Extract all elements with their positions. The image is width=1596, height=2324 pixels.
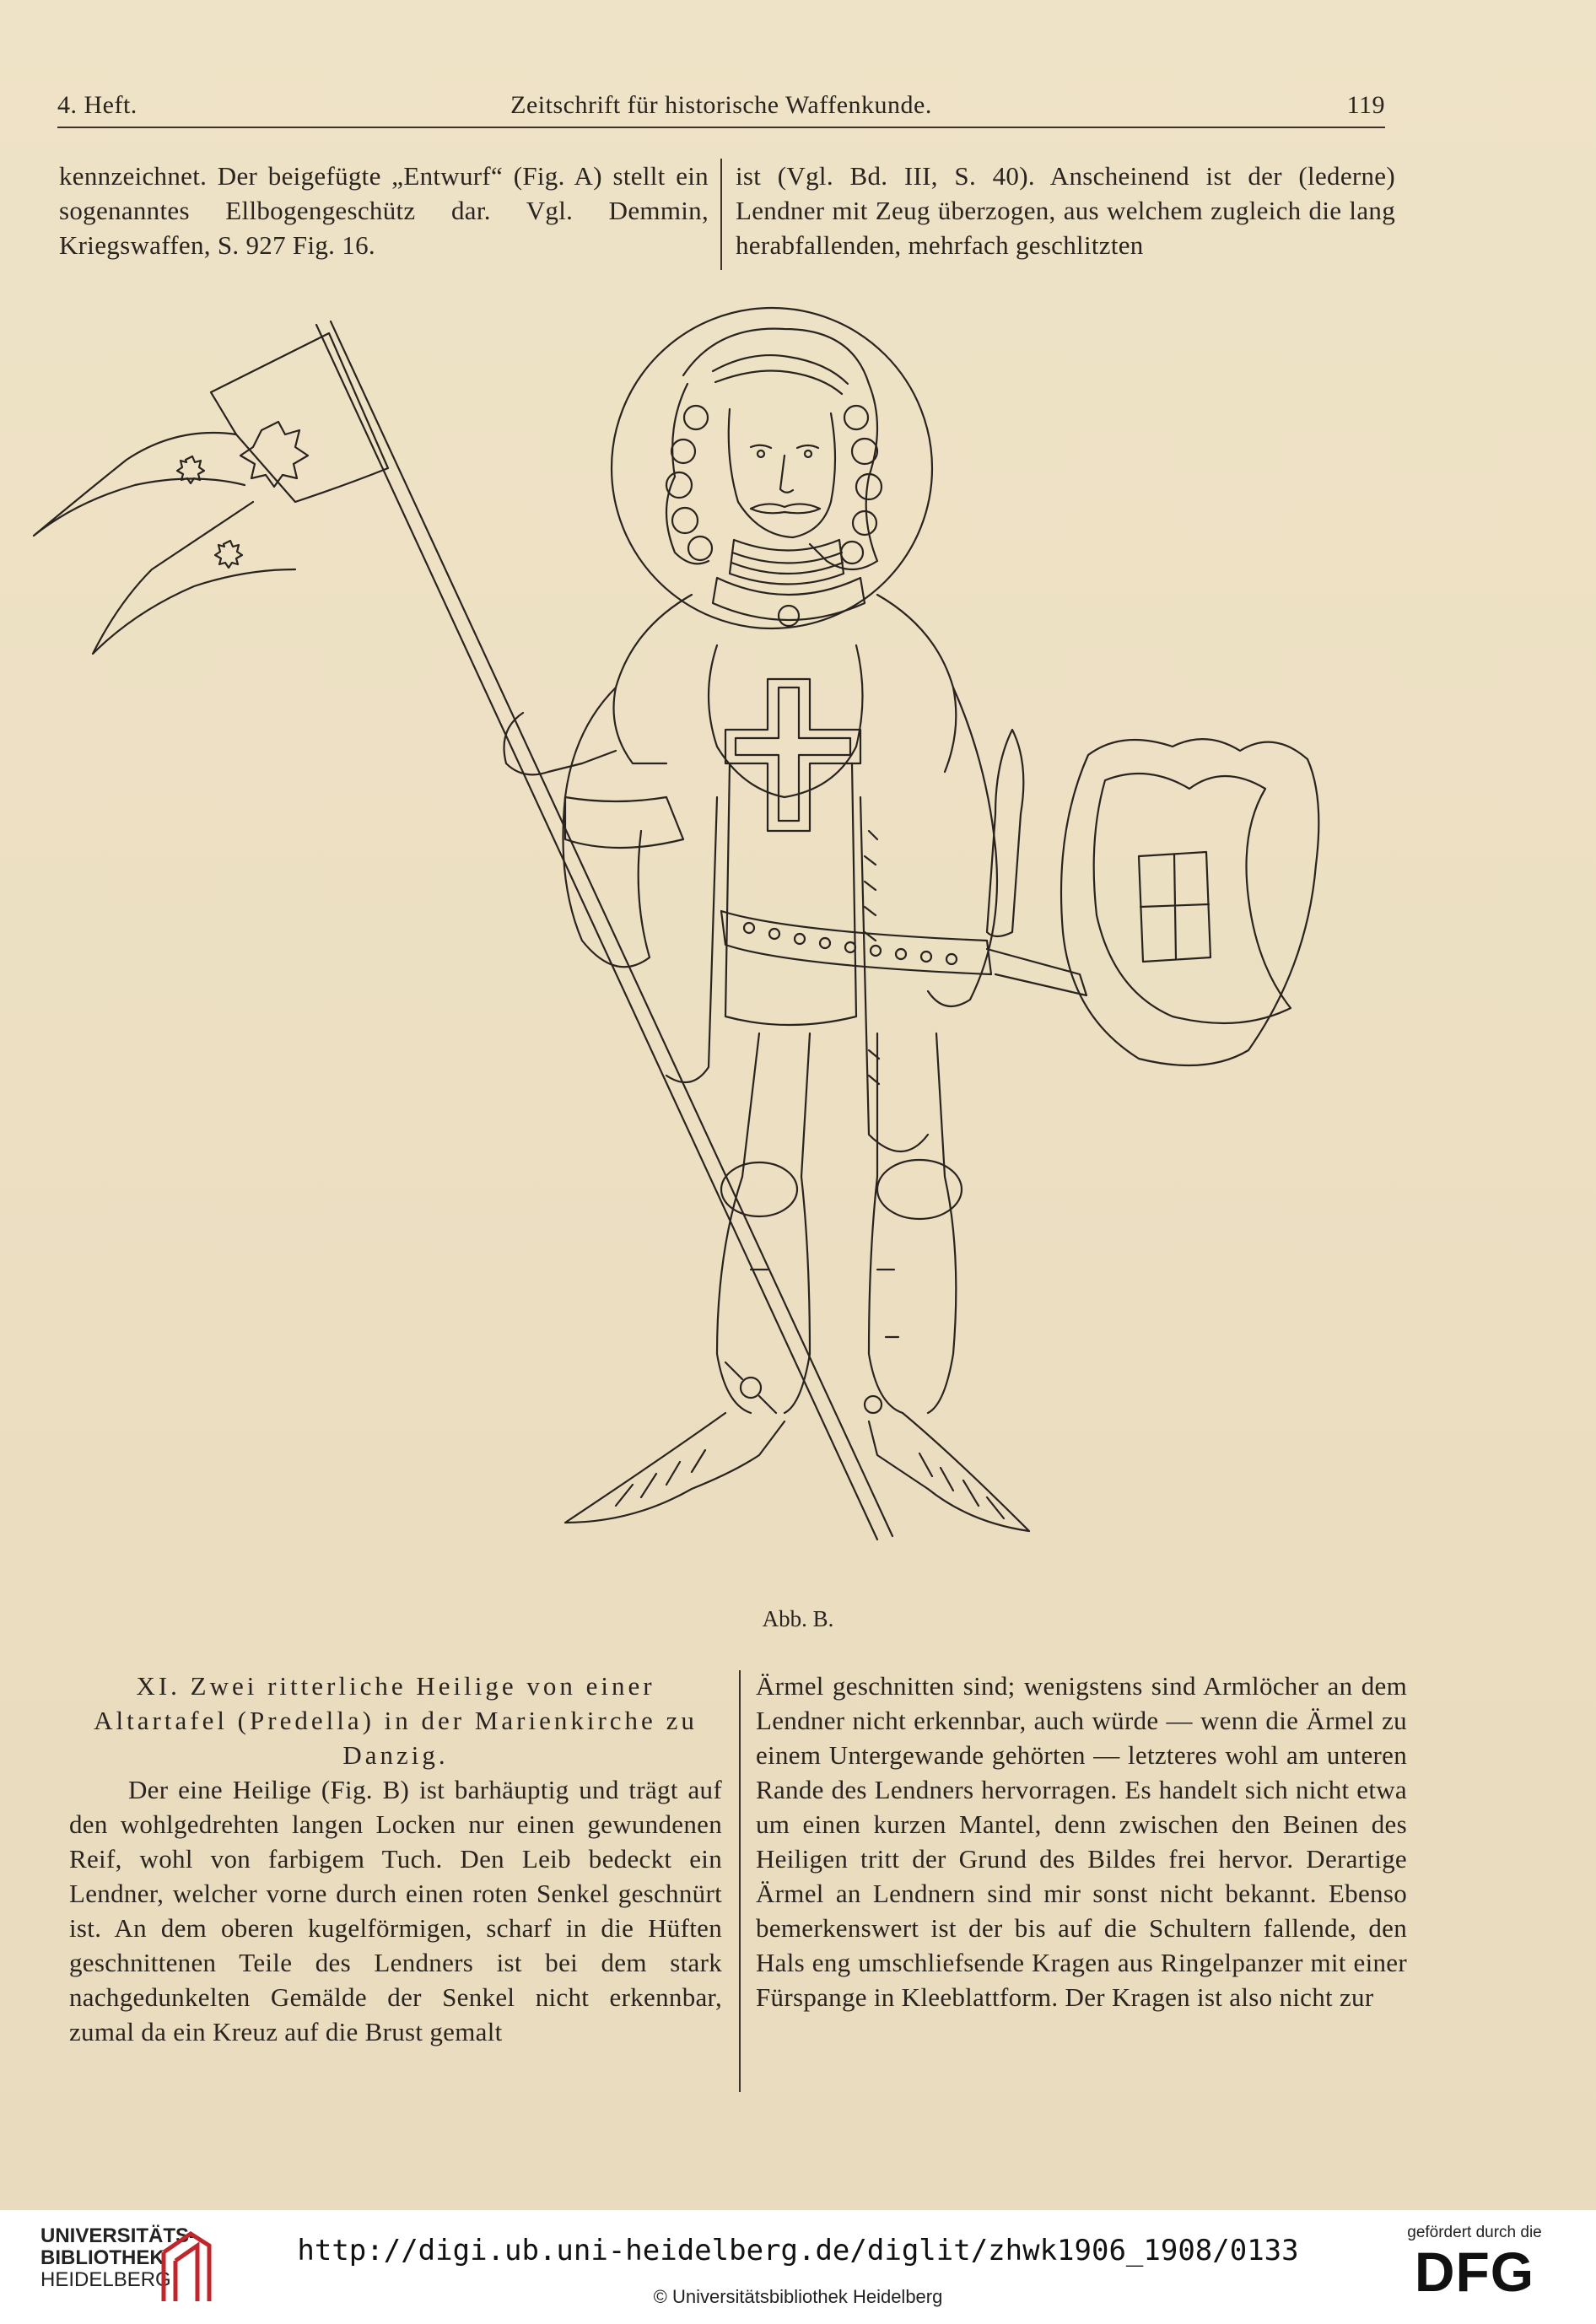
top-right-column (736, 159, 1395, 262)
dfg-wordmark: DFG (1414, 2240, 1535, 2303)
face (729, 409, 835, 537)
top-right-paragraph: ist (Vgl. Bd. III, S. 40). Anscheinend ist der (lederne) Lendner mit Zeug überzogen, aus welchem zugleich die lang herabfallenden, mehrfach geschlitzten (736, 161, 1395, 260)
copyright-notice: © Universitätsbibliothek Heidelberg (653, 2286, 943, 2307)
bottom-right-column (756, 1669, 1407, 2014)
library-line-1: UNIVERSITÄTS- (40, 2224, 197, 2247)
figure-caption: Abb. B. (762, 1606, 834, 1631)
column-divider-top (720, 159, 722, 270)
sword-grip (987, 730, 1023, 936)
header-rule (57, 127, 1385, 128)
shield (1061, 739, 1318, 1065)
sabatons (565, 1362, 1029, 1531)
library-line-2: BIBLIOTHEK (40, 2246, 164, 2269)
bottom-left-paragraph: Der eine Heilige (Fig. B) ist barhäuptig und trägt auf den wohlgedrehten langen Locken nur einen gewundenen Reif, wohl von farbigem Tuch. Den Leib bedeckt ein Lendner, welcher vorne durch einen roten Senkel geschnürt ist. An dem oberen kugelförmigen, scharf in die Hüften geschnittenen Teile des Lendners ist bei dem stark nachgedunkelten Gemälde der Senkel nicht erkennbar, zumal da ein Kreuz auf die Brust gemalt (69, 1775, 722, 2046)
legs (717, 1033, 962, 1413)
library-line-3: HEIDELBERG (40, 2268, 171, 2291)
sleeve (565, 797, 683, 848)
permalink-url[interactable]: http://digi.ub.uni-heidelberg.de/diglit/zhwk1906_1908/0133 (297, 2234, 1299, 2267)
banner (34, 333, 388, 654)
breast-cross (725, 679, 860, 831)
column-divider-bottom (739, 1670, 741, 2092)
saint-line-drawing (25, 291, 1409, 1607)
journal-title: Zeitschrift für historische Waffenkunde. (510, 91, 932, 119)
top-left-paragraph: kennzeichnet. Der beigefügte „Entwurf“ (Fig. A) stellt ein sogenanntes Ellbogengeschütz dar. Vgl. Demmin, Kriegswaffen, S. 927 Fig. 16. (59, 161, 709, 260)
bottom-left-column (69, 1669, 722, 2049)
section-heading: XI. Zwei ritterliche Heilige von einer Altartafel (Predella) in der Marienkirche zu Danzig. (94, 1671, 698, 1770)
bottom-right-paragraph: Ärmel geschnitten sind; wenigstens sind Armlöcher an dem Lendner nicht erkennbar, auch würde — wenn die Ärmel zu einem Untergewande gehörten — letzteres wohl am unteren Rande des Lendners hervorragen. Es handelt sich nicht etwa um einen kurzen Mantel, denn zwischen den Beinen des Heiligen tritt der Grund des Bildes frei hervor. Derartige Ärmel an Lendnern sind mir sonst nicht bekannt. Ebenso bemerkenswert ist der bis auf die Schultern fallende, den Hals eng umschliefsende Kragen aus Ringelpanzer mit einer Fürspange in Kleeblattform. Der Kragen ist also nicht zur (756, 1671, 1407, 2012)
funded-by-label: gefördert durch die (1407, 2224, 1542, 2241)
dfg-logo[interactable] (1390, 2224, 1559, 2301)
top-left-column (59, 159, 709, 262)
page-number: 119 (1346, 91, 1385, 119)
issue-number: 4. Heft. (57, 91, 137, 119)
belt (721, 911, 1086, 995)
